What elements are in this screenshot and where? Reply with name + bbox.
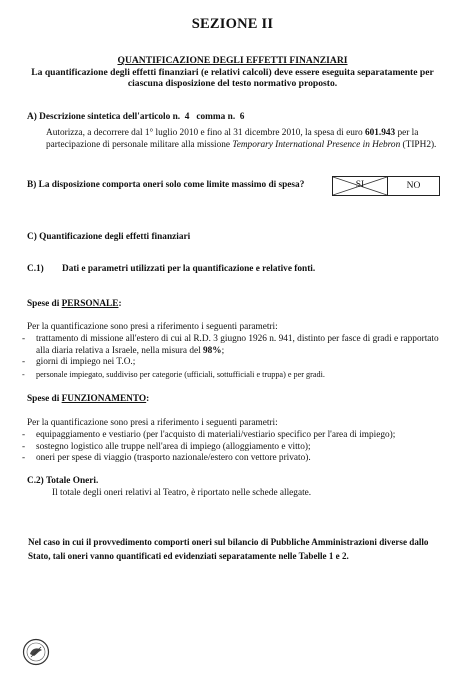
description-text-end: (TIPH2). [400, 139, 437, 150]
funzionamento-item-text: equipaggiamento e vestiario (per l'acquisto di materiali/vestiario specifico per l'area di impiego); [36, 430, 396, 440]
section-a-label-text: A) Descrizione sintetica dell'articolo n. [27, 112, 181, 122]
funzionamento-parameters-list [22, 430, 447, 465]
description-text-middle: per la partecipazione di personale militare alla missione [46, 128, 419, 150]
funzionamento-item-text: oneri per spese di viaggio (trasporto nazionale/estero con vettore privato). [36, 453, 311, 464]
personale-item-2-text: giorni di impiego nei T.O.; [36, 357, 136, 368]
personale-parameters-list [22, 334, 447, 380]
list-item: - oneri per spese di viaggio (trasporto nazionale/estero con vettore privato). [22, 453, 311, 464]
stamp-seal-icon [22, 638, 50, 666]
option-yes[interactable] [333, 177, 388, 195]
personale-item-1-end: ; [221, 345, 225, 356]
section-a-description [46, 128, 441, 151]
c1-label: Dati e parametri utilizzati per la quantificazione e relative fonti. [62, 264, 316, 274]
mission-name: Temporary International Presence in Hebron [232, 139, 401, 150]
amount-value: 601.943 [364, 128, 396, 138]
quantification-header [30, 55, 435, 90]
funzionamento-heading-suffix: : [146, 394, 150, 404]
article-number: 4 [184, 112, 190, 122]
c2-label: C.2) Totale Oneri. [27, 476, 99, 486]
list-item: - sostegno logistico alle truppe nell'area di impiego (alloggiamento e vitto); [22, 441, 311, 452]
personale-item-3-text: personale impiegato, suddiviso per categorie (ufficiali, sottufficiali e truppa) e per gradi. [36, 369, 325, 379]
option-no[interactable]: NO [406, 181, 421, 191]
list-item: - equipaggiamento e vestiario (per l'acquisto di materiali/vestiario specifico per l'area di impiego); [22, 430, 396, 440]
personale-heading [27, 299, 122, 311]
section-title: SEZIONE II [191, 16, 274, 32]
list-item: - personale impiegato, suddiviso per categorie (ufficiali, sottufficiali e truppa) e per gradi. [22, 369, 325, 379]
funzionamento-heading-keyword: FUNZIONAMENTO [61, 394, 147, 404]
list-item: - trattamento di missione all'estero di cui al R.D. 3 giugno 1926 n. 941, distinto per fasce di gradi e rapportato alla diaria relativa a Israele, nella misura del 98%; [22, 334, 439, 356]
public-administration-note: Nel caso in cui il provvedimento comporti oneri sul bilancio di Pubbliche Amministrazioni diverse dallo Stato, tali oneri vanno quantificati ed evidenziati separatamente nelle Tabelle 1 e 2. [28, 537, 429, 561]
description-text-start: Autorizza, a decorrere dal 1° luglio 2010 e fino al 31 dicembre 2010, la spesa di euro [46, 128, 365, 138]
diaria-percentage: 98% [203, 345, 222, 356]
quantification-subtitle: La quantificazione degli effetti finanziari (e relativi calcoli) deve essere eseguita separatamente per ciascuna disposizione del testo normativo proposto. [31, 66, 434, 89]
personale-intro: Per la quantificazione sono presi a riferimento i seguenti parametri: [27, 322, 278, 332]
personale-heading-keyword: PERSONALE [61, 299, 119, 309]
c1-number: C.1) [27, 264, 44, 274]
personale-item-1-text: trattamento di missione all'estero di cui al R.D. 3 giugno 1926 n. 941, distinto per fasce di gradi e rapportato alla diaria relativa a Israele, nella misura del [36, 334, 439, 356]
list-item: - giorni di impiego nei T.O.; [22, 357, 136, 368]
personale-heading-suffix: : [118, 299, 122, 309]
funzionamento-intro: Per la quantificazione sono presi a riferimento i seguenti parametri: [27, 418, 278, 428]
quantification-title: QUANTIFICAZIONE DEGLI EFFETTI FINANZIARI [117, 55, 348, 66]
funzionamento-item-text: sostegno logistico alle truppe nell'area di impiego (alloggiamento e vitto); [36, 441, 311, 452]
personale-heading-prefix: Spese di [27, 299, 62, 309]
section-c-label: C) Quantificazione degli effetti finanziari [27, 232, 191, 242]
yes-no-choice-box [332, 176, 440, 196]
section-a-label [27, 112, 244, 124]
comma-number: 6 [239, 112, 245, 122]
c2-body: Il totale degli oneri relativi al Teatro, è riportato nelle schede allegate. [52, 488, 312, 498]
comma-label: comma n. [196, 112, 236, 122]
funzionamento-heading [27, 394, 149, 406]
option-yes-label: SI [355, 180, 365, 190]
funzionamento-heading-prefix: Spese di [27, 394, 62, 404]
section-b-question: B) La disposizione comporta oneri solo come limite massimo di spesa? [27, 180, 305, 190]
